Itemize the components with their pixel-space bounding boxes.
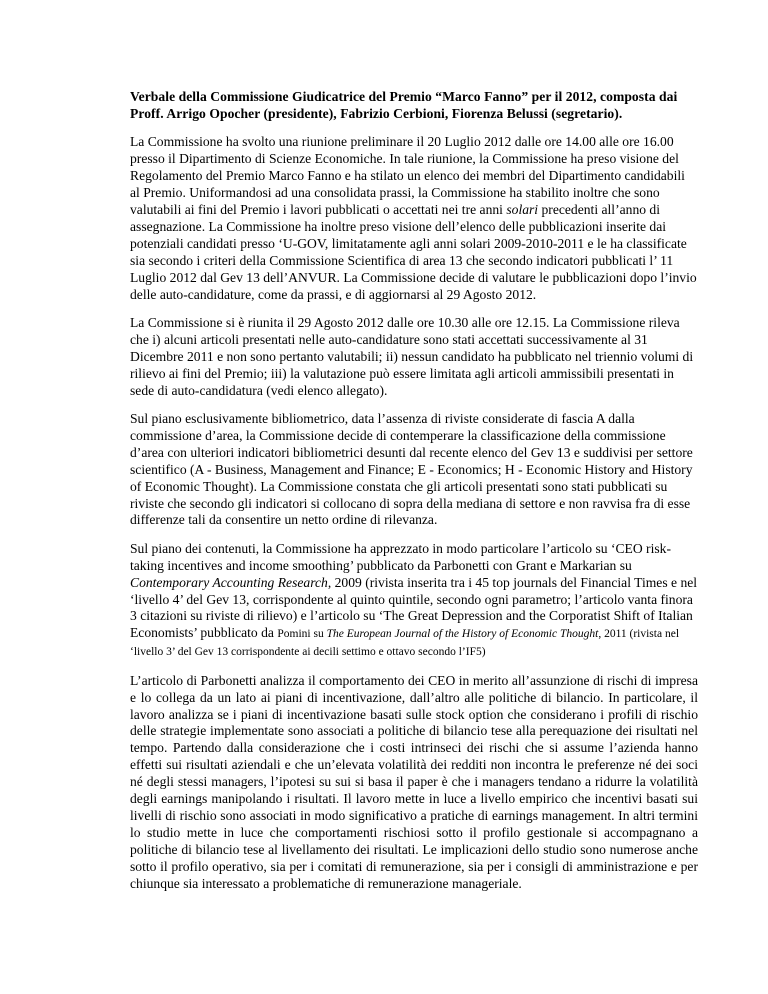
paragraph-text: , 2011 (rivista nel ‘livello 3’ del Gev 13 corrispondente ai decili settimo e ottavo secondo l’IF5) [130,628,680,659]
journal-title: Contemporary Accounting Research [130,574,328,590]
paragraph-second-meeting: La Commissione si è riunita il 29 Agosto 2012 dalle ore 10.30 alle ore 12.15. La Commissione rileva che i) alcuni articoli presentati nelle auto-candidature sono stati accettati successivamente al 31 Dicembre 2011 e non sono pertanto valutabili; ii) nessun candidato ha pubblicato nel triennio volumi di rilievo ai fini del Premio; iii) la valutazione può essere limitata agli articoli ammissibili presentati in sede di auto-candidatura (vedi elenco allegato). [130,314,694,398]
paragraph-contents [130,541,698,661]
emphasis-text: solari [506,202,539,218]
paragraph-bibliometric: Sul piano esclusivamente bibliometrico, data l’assenza di riviste considerate di fascia A dalla commissione d’area, la Commissione decide di contemperare la classificazione della commissione d’area con ulteriori indicatori bibliometrici desunti dal recente elenco del Gev 13 e suddivisi per settore scientifico (A - Business, Management and Finance; E - Economics; H - Economic History and History of Economic Thought). La Commissione constata che gli articoli presentati sono stati pubblicati su riviste che secondo gli indicatori si collocano di sopra della mediana di settore e non ravvisa fra di esse differenze tali da consentire un netto ordine di rilevanza. [130,411,693,528]
paragraph-text: Pomini su [277,628,327,641]
document-body [130,88,698,904]
paragraph-text: , 2009 (rivista inserita tra i 45 top journals del Financial Times e nel ‘livello 4’ del Gev 13, corrispondente al quinto quintile, secondo ogni parametro; l’articolo vanta finora 3 citazioni su riviste di rilievo) e l’articolo su ‘The Great Depression and the Corporatist Shift of Italian Economists’ pubblicato da [130,574,698,641]
paragraph-text: precedenti all’anno di assegnazione. La Commissione ha inoltre preso visione dell’elenco delle pubblicazioni inserite dai potenziali candidati presso ‘U-GOV, limitatamente agli anni solari 2009-2010-2011 e le ha classificate sia secondo i criteri della Commissione Scientifica di area 13 che secondo indicatori pubblicati l’ 11 Luglio 2012 dal Gev 13 dell’ANVUR. La Commissione decide di valutare le pubblicazioni dopo l’invio delle auto-candidature, come da prassi, e di aggiornarsi al 29 Agosto 2012. [130,202,697,302]
paragraph-text: Sul piano dei contenuti, la Commissione ha apprezzato in modo particolare l’articolo su ‘CEO risk-taking incentives and income smoothing’ pubblicato da Parbonetti con Grant e Markarian su [130,540,671,573]
paragraph-text: La Commissione ha svolto una riunione preliminare il 20 Luglio 2012 dalle ore 14.00 alle ore 16.00 presso il Dipartimento di Scienze Economiche. In tale riunione, la Commissione ha preso visione del Regolamento del Premio Marco Fanno e ha stilato un elenco dei membri del Dipartimento candidabili al Premio. Uniformandosi ad una consolidata prassi, la Commissione ha stabilito inoltre che sono valutabili ai fini del Premio i lavori pubblicati o accettati nei tre anni [130,134,685,218]
paragraph-parbonetti-analysis: L’articolo di Parbonetti analizza il comportamento dei CEO in merito all’assunzione di rischi di impresa e lo collega da un lato ai piani di incentivazione, dall’altro alle politiche di bilancio. In particolare, il lavoro analizza se i piani di incentivazione basati sulle stock option che considerano i profili di rischio delle strategie implementate sono associati a politiche di bilancio tese alla perequazione dei risultati nel tempo. Partendo dalla considerazione che i costi intrinseci dei rischi che si assume l’azienda hanno effetti sui risultati aziendali e che un’elevata volatilità dei redditi non incontra le preferenze né dei soci né degli stessi managers, l’ipotesi su sui si basa il paper è che i managers tendano a ridurre la volatilità degli earnings manipolando i risultati. Il lavoro mette in luce a livello empirico che incentivi basati sui livelli di rischio sono associati in modo significativo a pratiche di earnings management. In altri termini lo studio mette in luce che comportamenti rischiosi sotto il profilo gestionale si accompagnano a politiche di bilancio tese al livellamento dei risultati. Le implicazioni dello studio sono numerose anche sotto il profilo operativo, sia per i comitati di remunerazione, sia per i consigli di amministrazione e per chiunque sia interessato a problematiche di remunerazione manageriale. [130,672,698,891]
paragraph-preliminary-meeting [130,134,698,303]
journal-title: The European Journal of the History of Economic Thought [326,628,599,641]
document-heading: Verbale della Commissione Giudicatrice del Premio “Marco Fanno” per il 2012, composta dai Proff. Arrigo Opocher (presidente), Fabrizio Cerbioni, Fiorenza Belussi (segretario). [130,89,678,122]
